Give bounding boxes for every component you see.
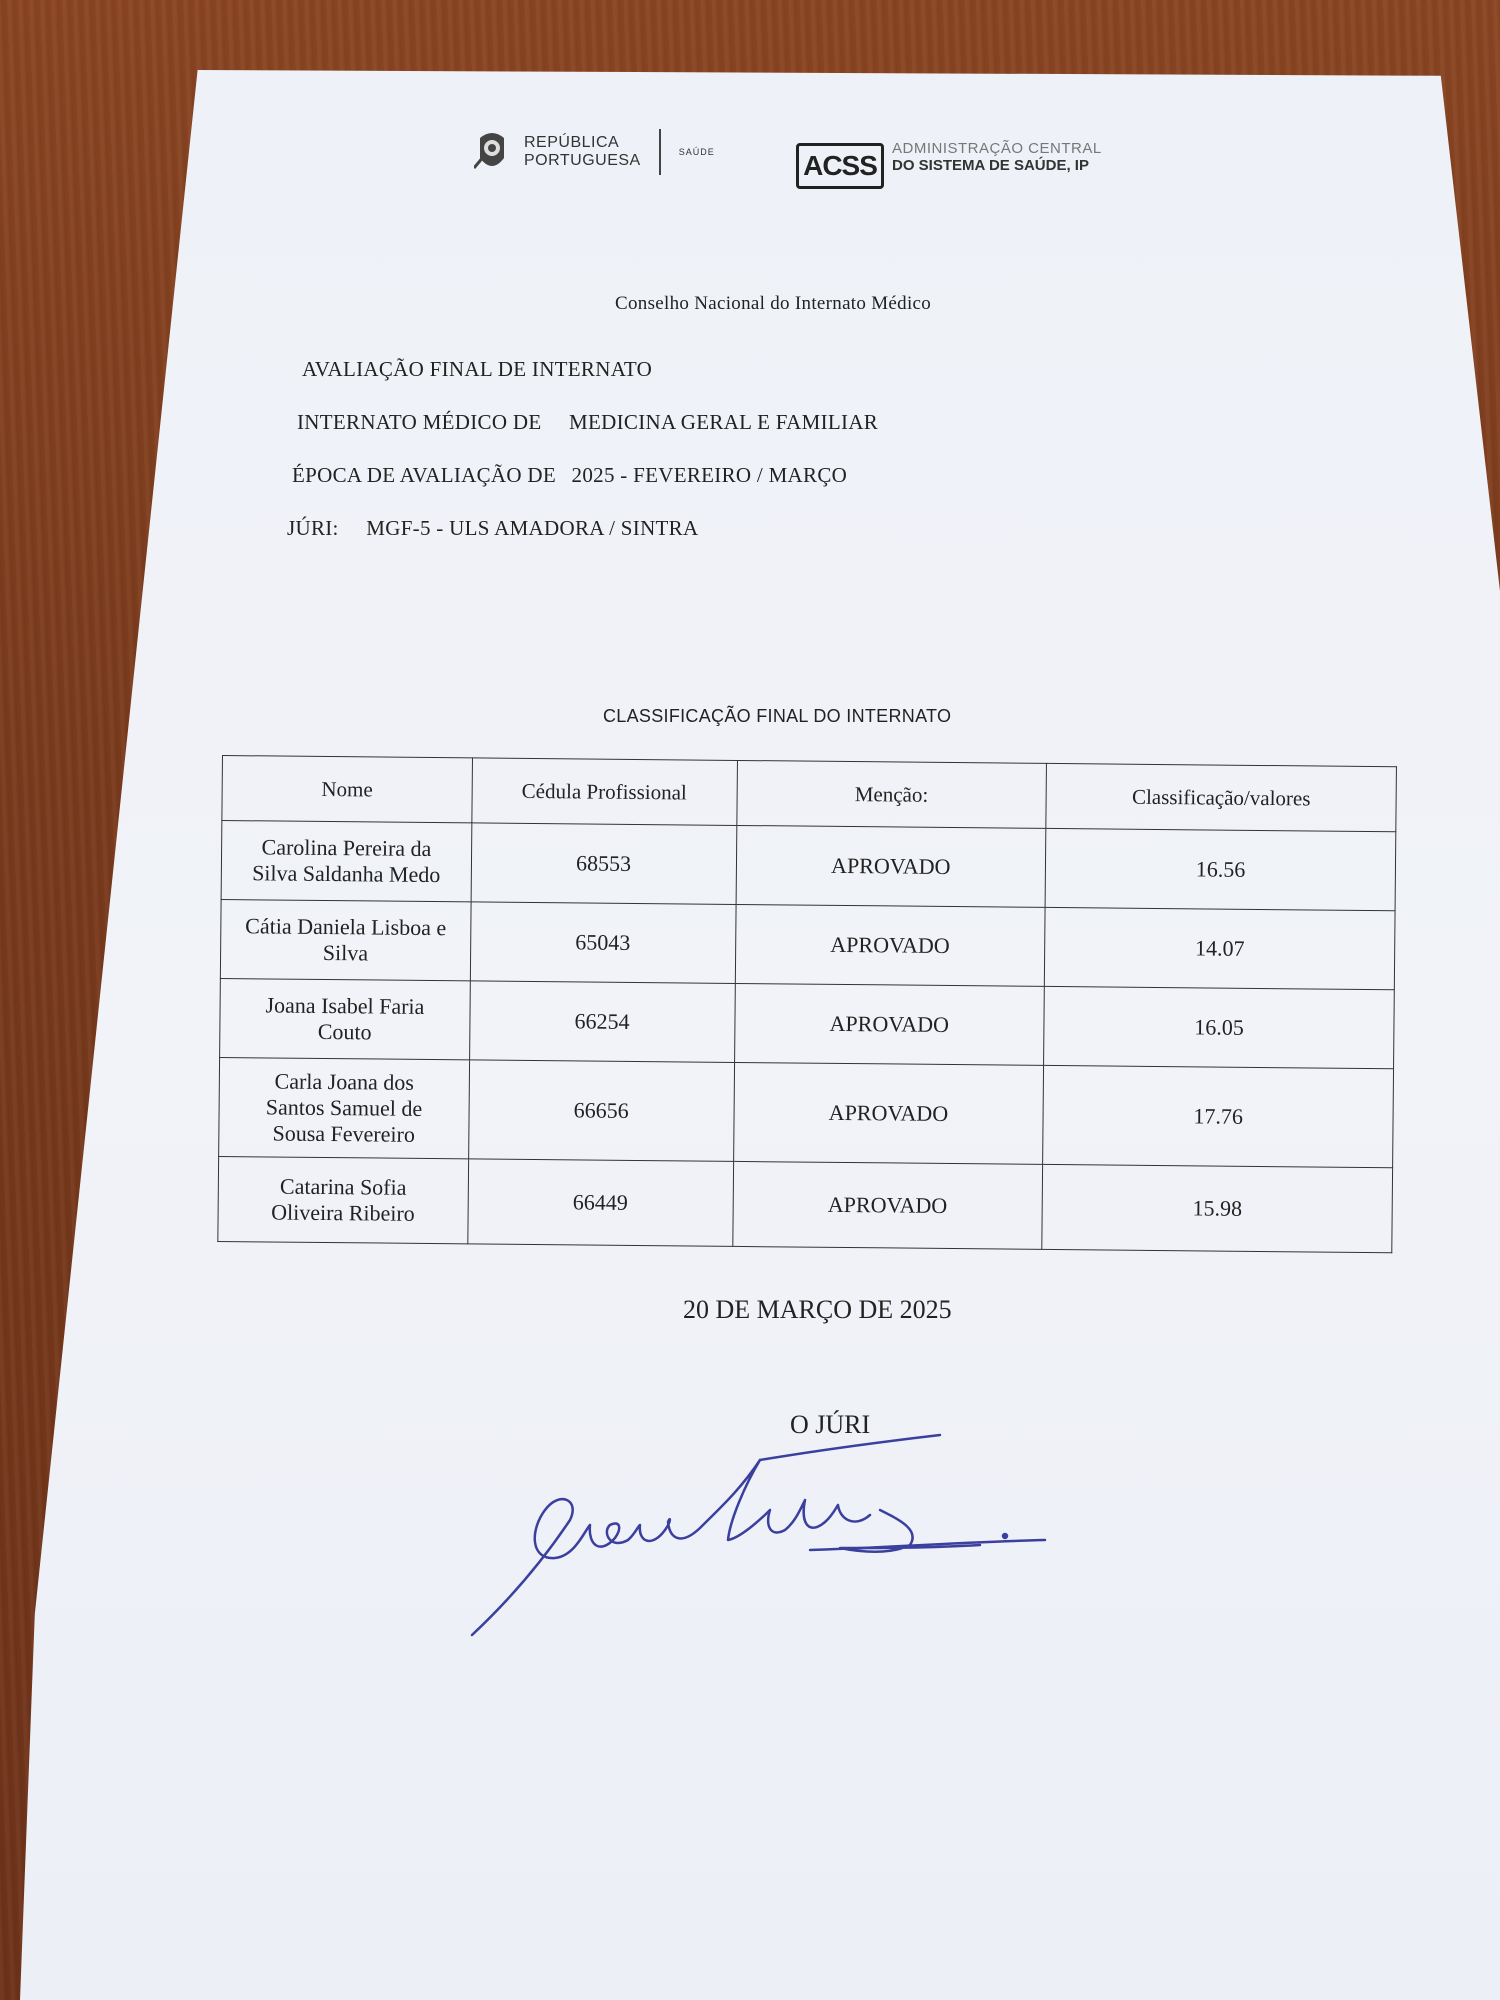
table-row [219,1057,1394,1167]
name-cell: Catarina Sofia Oliveira Ribeiro [218,1156,469,1243]
classificacao-cell: 14.07 [1045,907,1396,989]
cedula-cell: 68553 [471,823,736,905]
saude-label: SAÚDE [678,147,715,157]
results-table [217,755,1397,1253]
period-line [292,463,847,488]
acss-logo: ACSS [796,143,884,189]
handwritten-signature [460,1430,1060,1650]
mencao-cell: APROVADO [734,983,1044,1065]
republica-text: REPÚBLICA PORTUGUESA [524,134,641,169]
classificacao-cell: 15.98 [1042,1164,1393,1252]
table-row [218,1156,1393,1252]
mencao-cell: APROVADO [732,1161,1043,1249]
header-classificacao: Classificação/valores [1046,763,1396,831]
cedula-cell: 65043 [470,902,735,984]
period-value: 2025 - FEVEREIRO / MARÇO [571,463,848,487]
cedula-cell: 66449 [468,1159,734,1247]
jury-signature-label: O JÚRI [790,1410,871,1439]
cedula-cell: 66656 [468,1060,734,1162]
cedula-cell: 66254 [469,981,734,1063]
coat-of-arms-icon [474,128,510,176]
period-label: ÉPOCA DE AVALIAÇÃO DE [292,463,556,487]
internship-line [297,410,878,435]
table-row [220,978,1395,1068]
internship-value: MEDICINA GERAL E FAMILIAR [569,410,879,434]
name-cell: Joana Isabel Faria Couto [220,978,470,1059]
header-mencao: Menção: [736,760,1046,828]
evaluation-title: AVALIAÇÃO FINAL DE INTERNATO [302,357,653,381]
jury-label: JÚRI: [287,516,339,540]
header-cedula: Cédula Profissional [472,758,737,826]
jury-value: MGF-5 - ULS AMADORA / SINTRA [366,516,699,540]
jury-line [287,516,698,541]
acss-name: ADMINISTRAÇÃO CENTRAL DO SISTEMA DE SAÚDE, IP [892,140,1102,174]
classification-title: CLASSIFICAÇÃO FINAL DO INTERNATO [603,706,952,726]
internship-label: INTERNATO MÉDICO DE [297,410,542,434]
name-cell: Carolina Pereira da Silva Saldanha Medo [221,821,471,902]
header-nome: Nome [222,756,472,823]
mencao-cell: APROVADO [736,825,1046,907]
classificacao-cell: 17.76 [1043,1065,1394,1167]
table-header-row [222,756,1397,832]
name-cell: Cátia Daniela Lisboa e Silva [220,899,470,980]
classificacao-cell: 16.56 [1045,828,1396,910]
logo-divider [659,129,661,175]
mencao-cell: APROVADO [733,1062,1044,1164]
table-row [220,899,1395,989]
republica-portuguesa-logo [474,128,715,176]
mencao-cell: APROVADO [735,904,1045,986]
classificacao-cell: 16.05 [1044,986,1395,1068]
document-date: 20 DE MARÇO DE 2025 [683,1295,952,1324]
council-name: Conselho Nacional do Internato Médico [615,293,932,314]
table-row [221,821,1396,911]
name-cell: Carla Joana dos Santos Samuel de Sousa Fevereiro [219,1057,470,1158]
